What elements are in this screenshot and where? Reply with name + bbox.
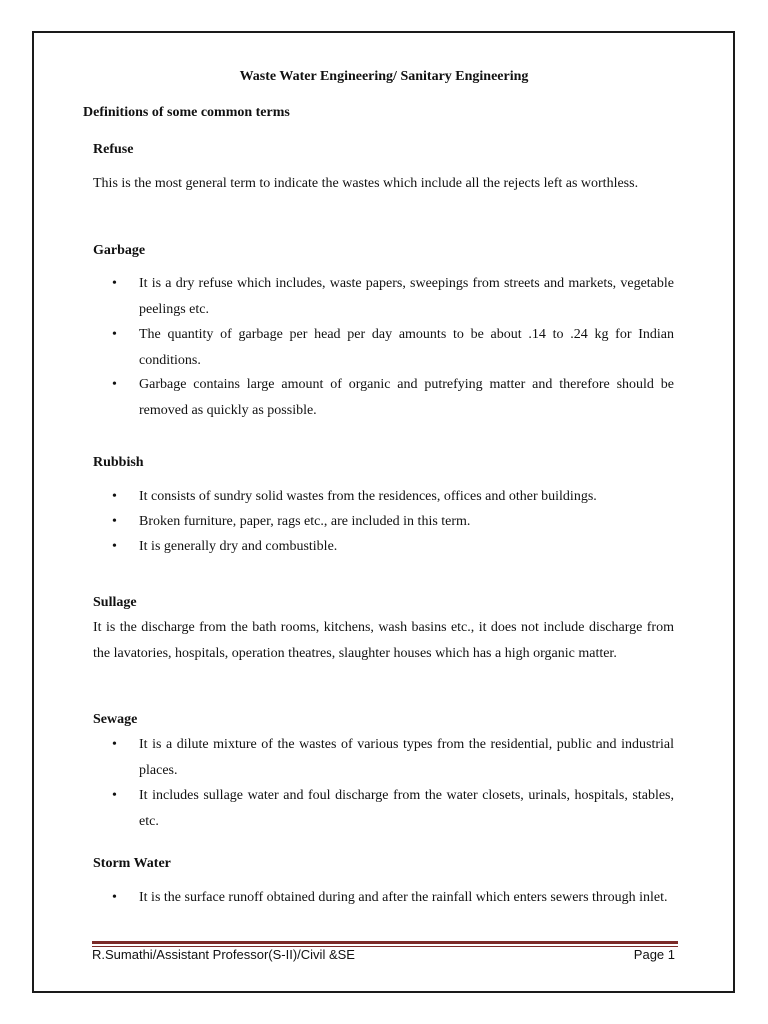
- bullet-text: Garbage contains large amount of organic and putrefying matter and therefore should be removed as quickly as possible.: [139, 377, 674, 418]
- sewage-bullet-1: [112, 732, 674, 783]
- footer-author: R.Sumathi/Assistant Professor(S-II)/Civil &SE: [92, 947, 355, 962]
- storm-water-bullet-1: [112, 885, 674, 911]
- bullet-icon: •: [112, 788, 117, 803]
- rubbish-bullet-2: [112, 509, 674, 535]
- rubbish-bullet-1: [112, 484, 674, 510]
- refuse-text: This is the most general term to indicate the wastes which include all the rejects left as worthless.: [93, 176, 639, 191]
- bullet-icon: •: [112, 890, 117, 905]
- bullet-text: Broken furniture, paper, rags etc., are included in this term.: [139, 514, 471, 529]
- bullet-text: It is generally dry and combustible.: [139, 539, 338, 554]
- page-number: Page 1: [633, 947, 675, 962]
- bullet-text: It is the surface runoff obtained during and after the rainfall which enters sewers through inlet.: [139, 890, 668, 905]
- garbage-bullet-2: [112, 322, 674, 373]
- bullet-text: It consists of sundry solid wastes from the residences, offices and other buildings.: [139, 489, 597, 504]
- sewage-bullet-2: [112, 783, 674, 834]
- garbage-bullet-3: [112, 372, 674, 423]
- rubbish-bullet-3: [112, 534, 674, 560]
- bullet-text: It is a dilute mixture of the wastes of various types from the residential, public and industrial places.: [139, 737, 674, 778]
- refuse-heading: Refuse: [93, 142, 134, 157]
- footer-rule: [92, 941, 678, 944]
- bullet-icon: •: [112, 377, 117, 392]
- section-heading: Definitions of some common terms: [83, 105, 290, 120]
- bullet-icon: •: [112, 539, 117, 554]
- bullet-text: It includes sullage water and foul discharge from the water closets, urinals, hospitals, stables, etc.: [139, 788, 674, 829]
- garbage-bullet-1: [112, 271, 674, 322]
- bullet-icon: •: [112, 276, 117, 291]
- bullet-icon: •: [112, 489, 117, 504]
- bullet-icon: •: [112, 737, 117, 752]
- bullet-text: The quantity of garbage per head per day amounts to be about .14 to .24 kg for Indian conditions.: [139, 327, 674, 368]
- garbage-heading: Garbage: [93, 243, 146, 258]
- rubbish-heading: Rubbish: [93, 455, 144, 470]
- sullage-heading: Sullage: [93, 595, 137, 610]
- storm-water-heading: Storm Water: [93, 856, 171, 871]
- bullet-icon: •: [112, 514, 117, 529]
- bullet-icon: •: [112, 327, 117, 342]
- document-title: Waste Water Engineering/ Sanitary Engineering: [239, 69, 529, 84]
- bullet-text: It is a dry refuse which includes, waste papers, sweepings from streets and markets, vegetable peelings etc.: [139, 276, 674, 317]
- sewage-heading: Sewage: [93, 712, 138, 727]
- sullage-text: It is the discharge from the bath rooms, kitchens, wash basins etc., it does not include discharge from the lavatories, hospitals, operation theatres, slaughter houses which has a high organic matter.: [93, 620, 674, 661]
